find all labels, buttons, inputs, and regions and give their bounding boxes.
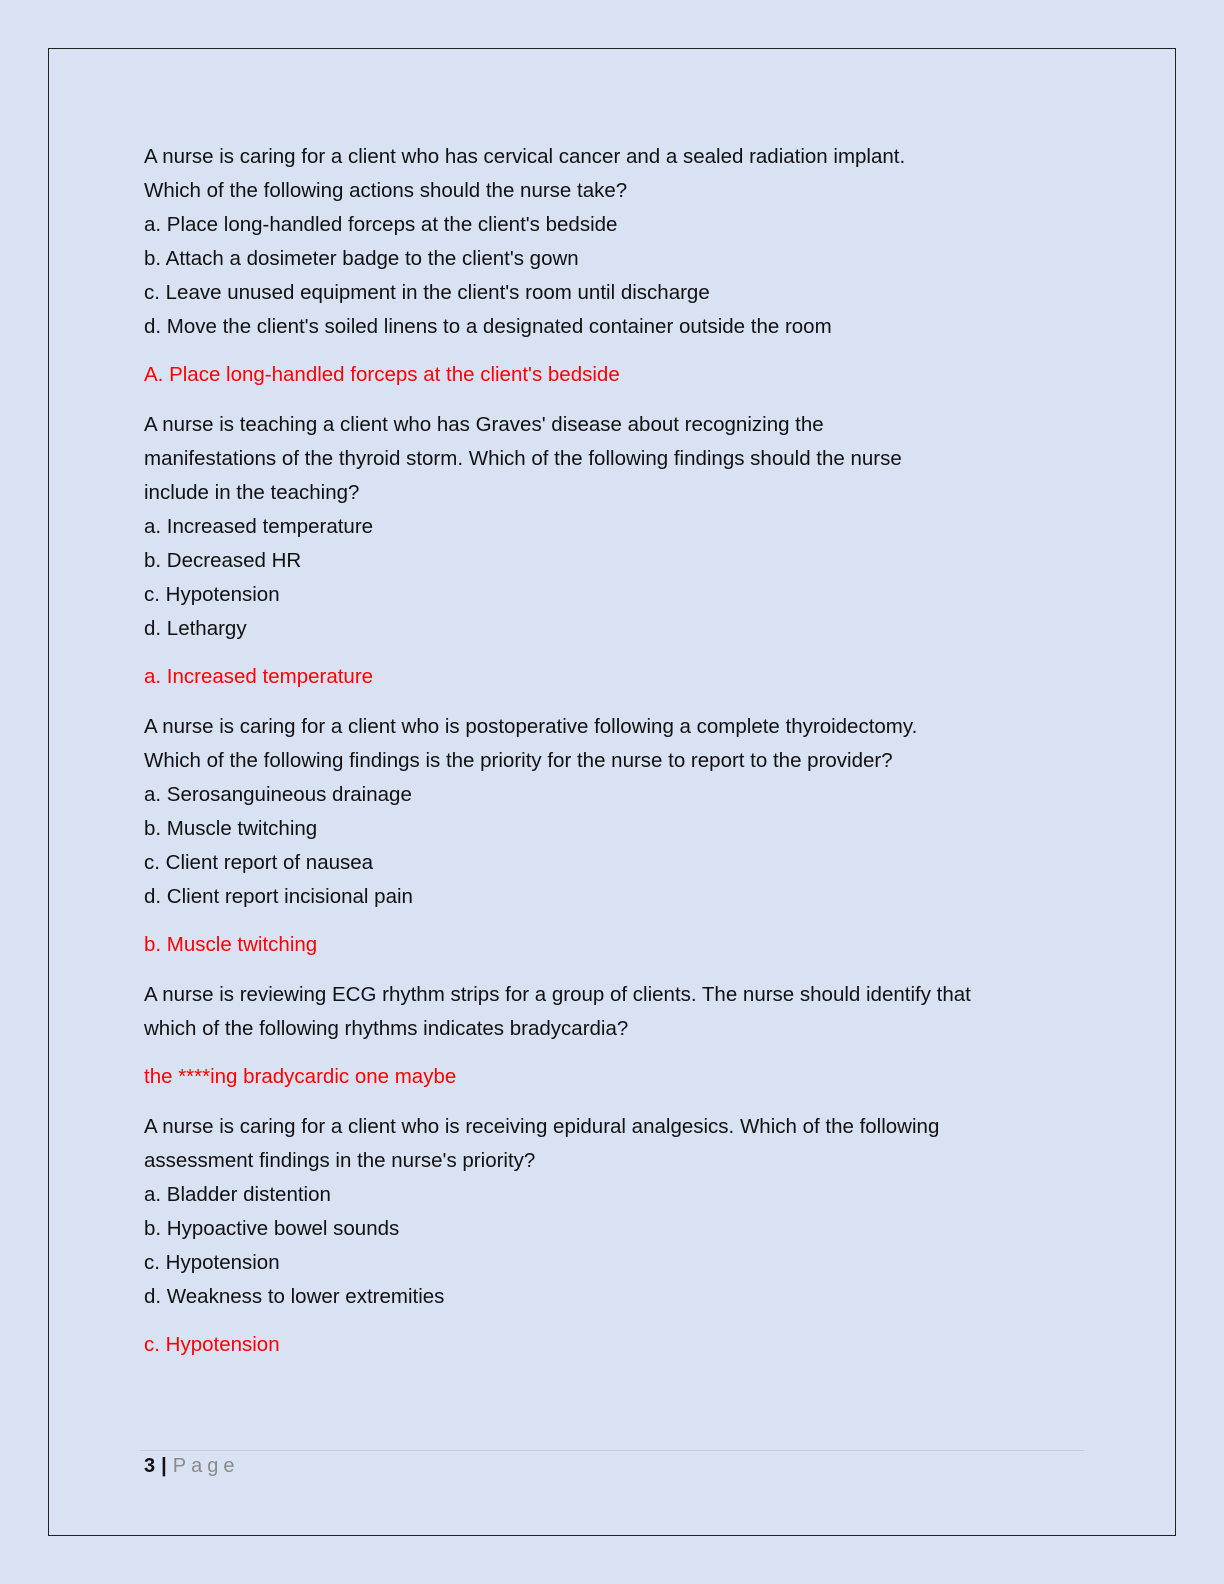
correct-answer: b. Muscle twitching	[144, 933, 318, 956]
question-stem-line: manifestations of the thyroid storm. Which of the following findings should the nurse	[144, 447, 902, 470]
question-stem-line: Which of the following actions should the nurse take?	[144, 179, 628, 202]
question-stem-line: which of the following rhythms indicates bradycardia?	[144, 1017, 629, 1040]
page-number: 3	[144, 1455, 156, 1477]
question-stem-line: A nurse is reviewing ECG rhythm strips for a group of clients. The nurse should identify that	[144, 983, 971, 1006]
answer-option: a. Bladder distention	[144, 1183, 331, 1206]
answer-option: c. Leave unused equipment in the client's room until discharge	[144, 281, 710, 304]
answer-option: c. Client report of nausea	[144, 851, 374, 874]
answer-option: b. Hypoactive bowel sounds	[144, 1217, 400, 1240]
answer-option: d. Client report incisional pain	[144, 885, 413, 908]
question-stem-line: A nurse is caring for a client who is postoperative following a complete thyroidectomy.	[144, 715, 918, 738]
question-stem-line: include in the teaching?	[144, 481, 360, 504]
question-stem-line: A nurse is caring for a client who is receiving epidural analgesics. Which of the following	[144, 1115, 940, 1138]
answer-option: c. Hypotension	[144, 1251, 280, 1274]
answer-option: b. Attach a dosimeter badge to the client's gown	[144, 247, 579, 270]
question-block	[144, 1110, 1044, 1362]
answer-option: d. Lethargy	[144, 617, 247, 640]
question-block	[144, 710, 1044, 962]
footer-separator: |	[161, 1455, 167, 1477]
question-stem-line: A nurse is caring for a client who has cervical cancer and a sealed radiation implant.	[144, 145, 906, 168]
question-stem-line: assessment findings in the nurse's priority?	[144, 1149, 536, 1172]
correct-answer: the ****ing bradycardic one maybe	[144, 1065, 457, 1088]
question-stem-line: Which of the following findings is the priority for the nurse to report to the provider?	[144, 749, 893, 772]
answer-option: a. Place long-handled forceps at the client's bedside	[144, 213, 618, 236]
question-stem-line: A nurse is teaching a client who has Graves' disease about recognizing the	[144, 413, 824, 436]
correct-answer: c. Hypotension	[144, 1333, 280, 1356]
page-footer	[144, 1455, 239, 1478]
answer-option: c. Hypotension	[144, 583, 280, 606]
document-body	[144, 140, 1044, 1378]
answer-option: b. Muscle twitching	[144, 817, 318, 840]
correct-answer: a. Increased temperature	[144, 665, 374, 688]
answer-option: d. Move the client's soiled linens to a designated container outside the room	[144, 315, 832, 338]
answer-option: a. Serosanguineous drainage	[144, 783, 412, 806]
question-block	[144, 140, 1044, 392]
footer-divider	[140, 1450, 1084, 1451]
answer-option: b. Decreased HR	[144, 549, 302, 572]
answer-option: a. Increased temperature	[144, 515, 374, 538]
question-block	[144, 978, 1044, 1094]
answer-option: d. Weakness to lower extremities	[144, 1285, 445, 1308]
page-label: Page	[172, 1455, 240, 1477]
question-block	[144, 408, 1044, 694]
correct-answer: A. Place long-handled forceps at the client's bedside	[144, 363, 620, 386]
